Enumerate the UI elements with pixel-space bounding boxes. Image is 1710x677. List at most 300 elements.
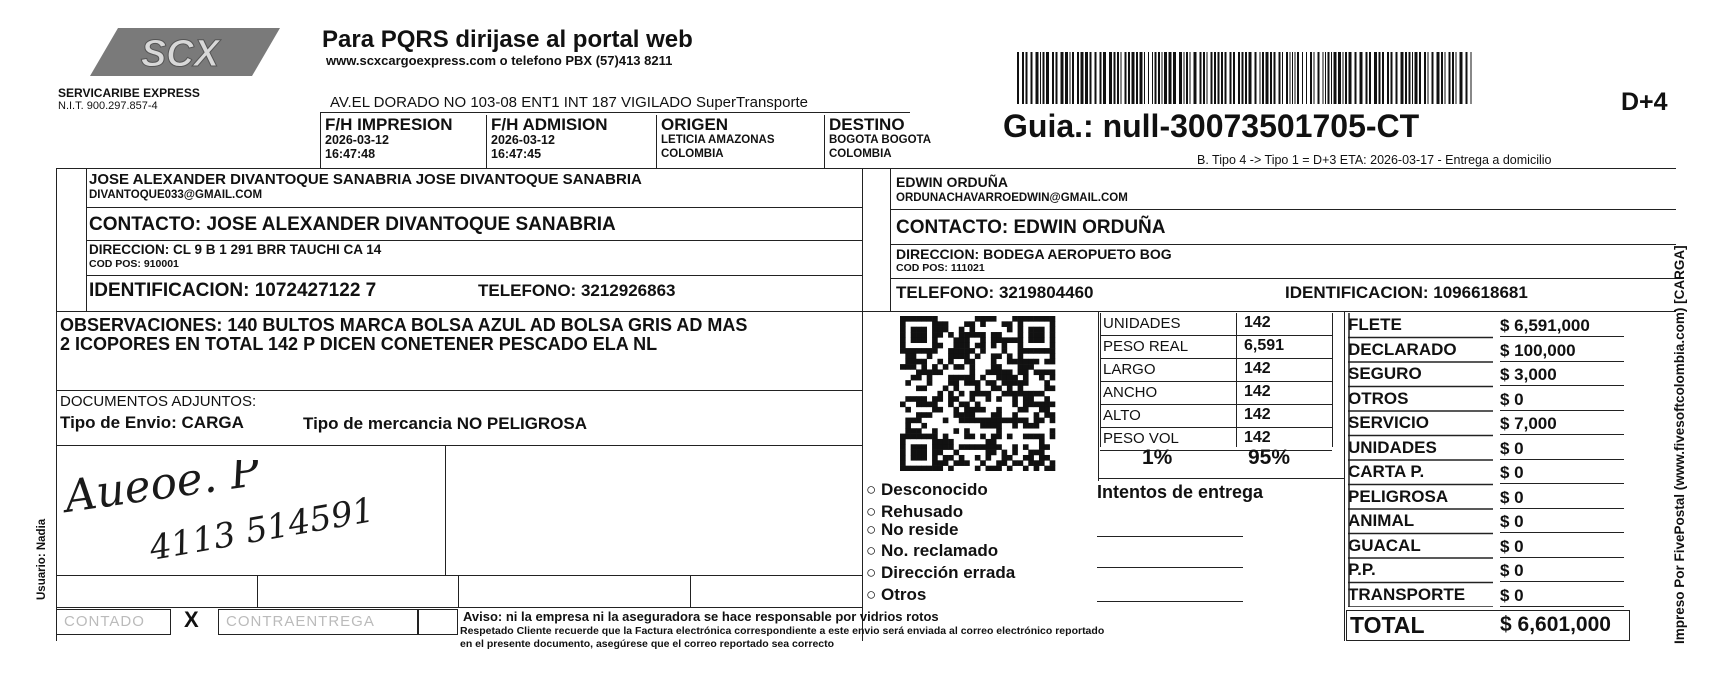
qr-module	[911, 348, 917, 354]
barcode-bar	[1279, 52, 1281, 104]
qr-module	[911, 396, 917, 402]
qr-module	[1002, 321, 1008, 327]
qr-module	[959, 348, 965, 354]
qr-module	[932, 428, 938, 434]
qr-module	[927, 402, 933, 408]
barcode-bar	[1017, 52, 1019, 104]
qr-module	[996, 423, 1002, 429]
radio-circle-icon: ○	[866, 480, 881, 499]
merc-type: Tipo de mercancia NO PELIGROSA	[303, 414, 588, 433]
impreso-label: Impreso Por FivePostal (www.fivesoftcolombia.com) [CARGA]	[1672, 245, 1687, 644]
qr-module	[937, 466, 943, 471]
qr-module	[937, 332, 943, 338]
qr-module	[900, 321, 906, 327]
qr-module	[1012, 444, 1018, 450]
qr-module	[1018, 359, 1024, 365]
qr-module	[1050, 375, 1056, 381]
observations-line2: 2 ICOPORES EN TOTAL 142 P DICEN CONETENER PESCADO ELA NL	[60, 334, 658, 354]
qr-module	[986, 396, 992, 402]
qr-module	[991, 385, 997, 391]
cost-value: $ 0	[1500, 586, 1624, 607]
qr-module	[986, 369, 992, 375]
barcode-bar	[1290, 52, 1291, 104]
qr-module	[964, 375, 970, 381]
impresion-time: 16:47:48	[325, 147, 376, 161]
qr-module	[980, 375, 986, 381]
barcode-bar	[1366, 52, 1368, 104]
percent-b: 95%	[1248, 446, 1291, 469]
qr-module	[1034, 391, 1040, 397]
qr-module	[900, 439, 906, 445]
qr-module	[1018, 321, 1024, 327]
qr-module	[1023, 434, 1029, 440]
qr-module	[980, 321, 986, 327]
qr-module	[964, 444, 970, 450]
qr-module	[1050, 428, 1056, 434]
qr-module	[1023, 444, 1029, 450]
attempts-title: Intentos de entrega	[1097, 482, 1264, 502]
qr-module	[916, 369, 922, 375]
origen-country: COLOMBIA	[661, 148, 724, 160]
qr-module	[986, 455, 992, 461]
radio-label: No reside	[881, 520, 959, 539]
qr-module	[975, 380, 981, 386]
qr-module	[969, 359, 975, 365]
qr-module	[996, 412, 1002, 418]
qr-module	[948, 332, 954, 338]
qr-module	[1028, 359, 1034, 365]
qr-module	[991, 337, 997, 343]
cost-label-grid	[1348, 313, 1493, 607]
qr-module	[959, 327, 965, 333]
payment-extra-box	[418, 609, 458, 635]
qr-module	[953, 337, 959, 343]
qr-module	[975, 385, 981, 391]
qr-module	[932, 369, 938, 375]
barcode-bar	[1169, 52, 1172, 104]
qr-module	[927, 380, 933, 386]
qr-module	[1012, 460, 1018, 466]
qr-module	[948, 353, 954, 359]
qr-module	[916, 327, 922, 333]
signature-line2: 4113 514591	[146, 490, 378, 569]
qr-module	[991, 412, 997, 418]
qr-module	[905, 418, 911, 424]
qr-module	[975, 343, 981, 349]
qr-module	[996, 418, 1002, 424]
qr-module	[1034, 327, 1040, 333]
qr-module	[964, 407, 970, 413]
qr-module	[1034, 412, 1040, 418]
footer-respect1: Respetado Cliente recuerde que la Factura electrónica correspondiente a este envio será enviada al correo electrónico reportado	[460, 625, 1105, 637]
barcode-bar	[1338, 52, 1341, 104]
qr-module	[975, 418, 981, 424]
qr-module	[1044, 402, 1050, 408]
qr-module	[1023, 402, 1029, 408]
destino-country: COLOMBIA	[829, 148, 892, 160]
qr-module	[916, 385, 922, 391]
cost-value: $ 100,000	[1500, 341, 1624, 362]
qr-module	[937, 407, 943, 413]
qr-module	[1028, 391, 1034, 397]
barcode-bar	[1295, 52, 1296, 104]
qr-module	[916, 332, 922, 338]
total-label: TOTAL	[1350, 612, 1425, 638]
qr-module	[959, 460, 965, 466]
qr-module	[932, 434, 938, 440]
recipient-phone: TELEFONO: 3219804460	[896, 283, 1094, 302]
recipient-contact: CONTACTO: EDWIN ORDUÑA	[896, 217, 1166, 238]
qr-module	[953, 348, 959, 354]
sender-email: DIVANTOQUE033@GMAIL.COM	[89, 189, 263, 201]
qr-module	[937, 321, 943, 327]
qr-module	[1044, 380, 1050, 386]
qr-module	[1028, 337, 1034, 343]
qr-module	[996, 407, 1002, 413]
qr-module	[964, 353, 970, 359]
qr-module	[980, 418, 986, 424]
qr-module	[932, 396, 938, 402]
qr-module	[959, 353, 965, 359]
attempt-line-2	[1097, 567, 1243, 568]
qr-module	[911, 327, 917, 333]
barcode-bar	[1419, 52, 1421, 104]
qr-module	[1050, 343, 1056, 349]
admision-date: 2026-03-12	[491, 133, 555, 147]
qr-module	[1034, 460, 1040, 466]
qr-module	[937, 396, 943, 402]
qr-module	[1050, 332, 1056, 338]
qr-module	[986, 466, 992, 471]
qr-module	[986, 439, 992, 445]
barcode-bar	[1270, 52, 1272, 104]
footer-notice: Aviso: ni la empresa ni la aseguradora se hace responsable por vidrios rotos	[463, 609, 939, 624]
qr-module	[959, 412, 965, 418]
qr-module	[916, 466, 922, 471]
qr-module	[921, 369, 927, 375]
qr-module	[932, 455, 938, 461]
qr-module	[916, 434, 922, 440]
qr-module	[916, 316, 922, 322]
qr-module	[1018, 337, 1024, 343]
cost-value: $ 0	[1500, 488, 1624, 509]
qr-module	[1023, 466, 1029, 471]
qr-module	[1002, 455, 1008, 461]
qr-module	[1039, 450, 1045, 456]
qr-module	[1002, 450, 1008, 456]
qr-module	[1050, 434, 1056, 440]
barcode-bar	[1121, 52, 1122, 104]
qr-module	[911, 337, 917, 343]
qr-module	[1012, 450, 1018, 456]
qr-module	[991, 353, 997, 359]
qr-module	[911, 444, 917, 450]
barcode-bar	[1022, 52, 1024, 104]
qr-module	[991, 380, 997, 386]
measure-label: ANCHO	[1103, 384, 1158, 401]
delivery-code: D+4	[1621, 88, 1668, 116]
qr-module	[948, 402, 954, 408]
qr-module	[937, 369, 943, 375]
payment-x-mark: X	[184, 607, 199, 632]
qr-module	[927, 375, 933, 381]
qr-module	[1050, 412, 1056, 418]
sender-id: IDENTIFICACION: 1072427122 7	[89, 280, 377, 301]
qr-module	[948, 444, 954, 450]
qr-module	[932, 450, 938, 456]
qr-module	[1050, 359, 1056, 365]
qr-module	[1039, 460, 1045, 466]
barcode-bar	[1441, 52, 1443, 104]
barcode-bar	[1445, 52, 1446, 104]
radio-label: Otros	[881, 585, 927, 604]
barcode-bar	[1306, 52, 1307, 104]
qr-module	[1012, 391, 1018, 397]
qr-module	[937, 460, 943, 466]
barcode-bar	[1328, 52, 1330, 104]
barcode-bar	[1449, 52, 1451, 104]
qr-module	[937, 391, 943, 397]
qr-module	[921, 423, 927, 429]
qr-module	[1028, 423, 1034, 429]
qr-module	[937, 450, 943, 456]
qr-module	[1007, 434, 1013, 440]
logo-shape	[90, 28, 280, 78]
qr-module	[953, 407, 959, 413]
qr-module	[1007, 321, 1013, 327]
qr-module	[980, 444, 986, 450]
barcode-bar	[1211, 52, 1213, 104]
barcode-bar	[1090, 52, 1092, 104]
qr-module	[900, 316, 906, 322]
measure-row	[1100, 382, 1332, 405]
cost-value: $ 6,591,000	[1500, 316, 1624, 337]
qr-module	[916, 396, 922, 402]
qr-module	[943, 439, 949, 445]
barcode-bar	[1158, 52, 1160, 104]
radio-no-reside[interactable]	[866, 520, 1015, 541]
qr-module	[1044, 455, 1050, 461]
qr-module	[1012, 423, 1018, 429]
qr-module	[980, 391, 986, 397]
qr-module	[953, 375, 959, 381]
measure-value: 142	[1244, 429, 1271, 446]
qr-module	[1012, 412, 1018, 418]
qr-module	[948, 466, 954, 471]
barcode-bar	[1144, 52, 1145, 104]
barcode-bar	[1382, 52, 1384, 104]
barcode-bar	[1136, 52, 1138, 104]
qr-module	[991, 444, 997, 450]
qr-module	[1023, 423, 1029, 429]
qr-module	[916, 418, 922, 424]
qr-module	[943, 434, 949, 440]
qr-module	[953, 364, 959, 370]
impresion-date: 2026-03-12	[325, 133, 389, 147]
qr-module	[1018, 460, 1024, 466]
radio-circle-icon: ○	[866, 541, 881, 560]
qr-module	[986, 444, 992, 450]
qr-module	[1023, 391, 1029, 397]
measure-row	[1100, 405, 1332, 428]
qr-module	[1002, 337, 1008, 343]
qr-module	[996, 466, 1002, 471]
impresion-cell	[320, 115, 486, 168]
qr-module	[1023, 407, 1029, 413]
barcode-bar	[1065, 52, 1068, 104]
qr-module	[937, 359, 943, 365]
measure-label: PESO REAL	[1103, 338, 1189, 355]
qr-module	[959, 343, 965, 349]
measure-row	[1100, 313, 1332, 336]
qr-module	[1039, 375, 1045, 381]
barcode-bar	[1125, 52, 1127, 104]
measure-label: LARGO	[1103, 361, 1156, 378]
barcode-bar	[1218, 52, 1220, 104]
radio-rehusado[interactable]	[866, 502, 1015, 520]
barcode-bar	[1114, 52, 1116, 104]
qr-module	[900, 332, 906, 338]
cost-value: $ 0	[1500, 439, 1624, 460]
barcode-bar	[1262, 52, 1264, 104]
qr-module	[1007, 455, 1013, 461]
qr-module	[1034, 423, 1040, 429]
qr-module	[969, 364, 975, 370]
cost-label: GUACAL	[1348, 535, 1421, 555]
qr-code	[900, 316, 1058, 471]
qr-module	[1023, 396, 1029, 402]
qr-module	[975, 466, 981, 471]
qr-module	[959, 455, 965, 461]
qr-module	[1039, 434, 1045, 440]
qr-module	[1018, 391, 1024, 397]
qr-module	[905, 316, 911, 322]
qr-module	[964, 460, 970, 466]
qr-module	[996, 337, 1002, 343]
barcode-bar	[1424, 52, 1426, 104]
qr-module	[1007, 375, 1013, 381]
origen-cell	[656, 115, 824, 168]
qr-module	[948, 396, 954, 402]
qr-module	[900, 460, 906, 466]
qr-module	[916, 455, 922, 461]
qr-module	[1034, 337, 1040, 343]
qr-module	[991, 316, 997, 322]
qr-module	[1018, 369, 1024, 375]
qr-module	[927, 348, 933, 354]
qr-module	[1007, 327, 1013, 333]
qr-module	[1023, 418, 1029, 424]
qr-module	[921, 444, 927, 450]
barcode-bar	[1077, 52, 1079, 104]
qr-module	[1028, 396, 1034, 402]
qr-module	[1039, 455, 1045, 461]
cost-label: TRANSPORTE	[1348, 584, 1466, 604]
radio-label: No. reclamado	[881, 541, 999, 560]
qr-module	[905, 423, 911, 429]
qr-module	[921, 434, 927, 440]
radio-no-reclamado[interactable]	[866, 541, 1015, 563]
barcode-bar	[1314, 52, 1315, 104]
qr-module	[953, 343, 959, 349]
qr-module	[948, 380, 954, 386]
barcode-bar	[1100, 52, 1102, 104]
qr-module	[921, 332, 927, 338]
qr-module	[1034, 466, 1040, 471]
origen-label: ORIGEN	[661, 115, 729, 134]
barcode-bar	[1374, 52, 1377, 104]
qr-module	[1028, 332, 1034, 338]
qr-module	[1002, 369, 1008, 375]
qr-module	[969, 407, 975, 413]
handwritten-signature	[62, 460, 422, 570]
barcode-bar	[1349, 52, 1352, 104]
barcode-bar	[1302, 52, 1303, 104]
qr-module	[991, 359, 997, 365]
barcode-bar	[1155, 52, 1157, 104]
barcode-bar	[1179, 52, 1182, 104]
qr-module	[980, 407, 986, 413]
qr-module	[932, 321, 938, 327]
cost-label: UNIDADES	[1348, 437, 1437, 457]
cost-label: FLETE	[1348, 315, 1402, 334]
qr-module	[932, 460, 938, 466]
qr-module	[905, 380, 911, 386]
qr-module	[959, 364, 965, 370]
qr-module	[964, 343, 970, 349]
logo-text: SCX	[140, 33, 220, 75]
qr-module	[996, 364, 1002, 370]
qr-module	[916, 337, 922, 343]
qr-module	[932, 407, 938, 413]
radio-direccion-errada[interactable]	[866, 563, 1015, 585]
barcode-bar	[1026, 52, 1028, 104]
barcode-bar	[1186, 52, 1188, 104]
qr-module	[975, 444, 981, 450]
qr-module	[921, 455, 927, 461]
qr-module	[905, 359, 911, 365]
envio-type: Tipo de Envio: CARGA	[60, 413, 244, 432]
signature-graphic	[62, 460, 422, 570]
qr-module	[943, 455, 949, 461]
qr-module	[980, 460, 986, 466]
barcode-bar	[1085, 52, 1088, 104]
qr-module	[1044, 369, 1050, 375]
radio-circle-icon: ○	[866, 520, 881, 539]
qr-module	[991, 343, 997, 349]
barcode-bar	[1056, 52, 1058, 104]
barcode-bar	[1061, 52, 1064, 104]
radio-otros[interactable]	[866, 585, 1015, 607]
qr-module	[948, 348, 954, 354]
measure-row	[1100, 336, 1332, 359]
qr-module	[1023, 364, 1029, 370]
company-address: AV.EL DORADO NO 103-08 ENT1 INT 187 VIGILADO SuperTransporte	[330, 94, 808, 111]
radio-desconocido[interactable]	[866, 480, 1015, 502]
pqrs-title: Para PQRS dirijase al portal web	[322, 26, 693, 53]
qr-module	[1023, 348, 1029, 354]
barcode-bar	[1452, 52, 1454, 104]
qr-module	[900, 348, 906, 354]
qr-module	[1018, 407, 1024, 413]
qr-module	[991, 332, 997, 338]
barcode-bar	[1128, 52, 1130, 104]
barcode-bar	[1432, 52, 1434, 104]
qr-module	[1039, 391, 1045, 397]
barcode-bar	[1456, 52, 1457, 104]
usuario-label: Usuario: Nadia	[36, 518, 48, 600]
radio-label: Dirección errada	[881, 563, 1016, 582]
